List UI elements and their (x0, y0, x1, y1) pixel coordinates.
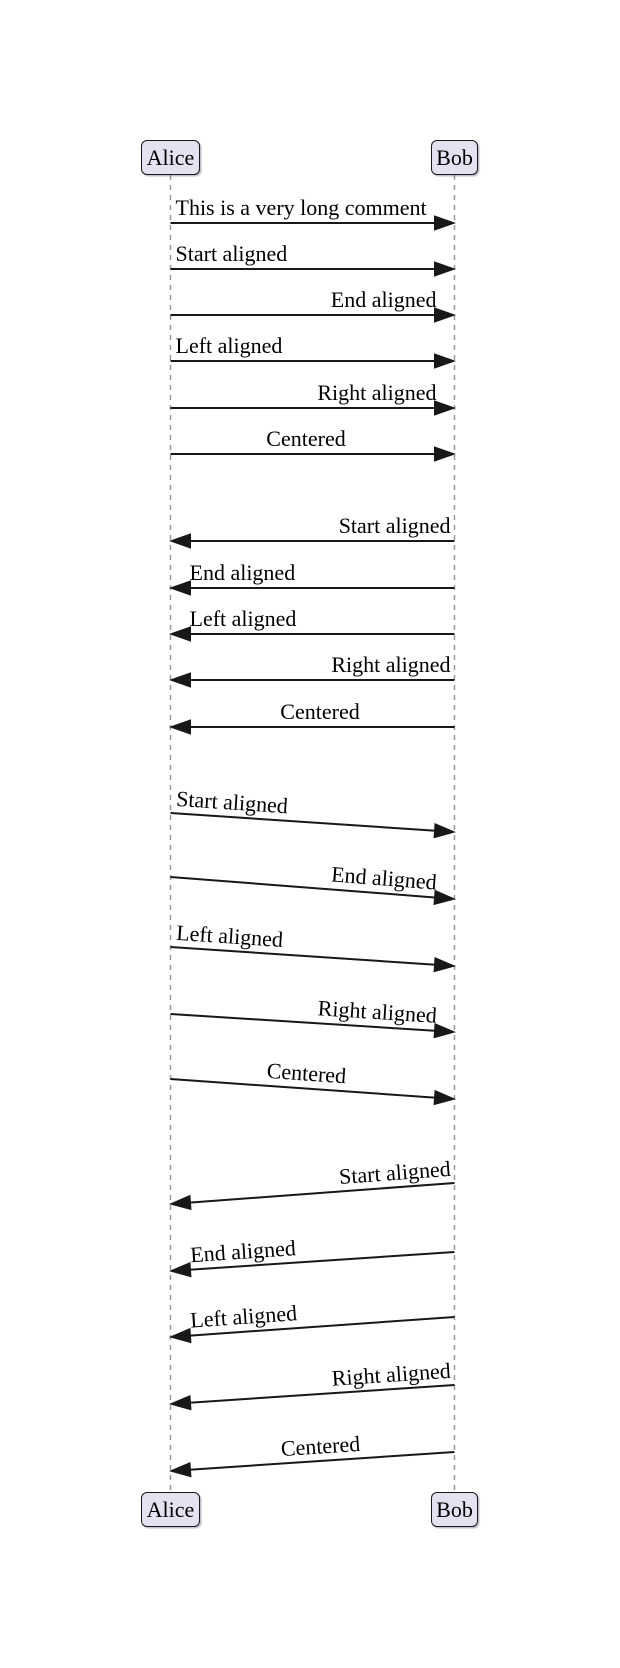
message-label: Left aligned (188, 1300, 298, 1333)
message-label: End aligned (330, 287, 437, 312)
message-label: Right aligned (316, 995, 438, 1028)
message-label: Right aligned (330, 1357, 451, 1391)
message-label: Right aligned (317, 380, 437, 405)
participant-bob-bottom: Bob (431, 1492, 478, 1527)
message-label: Start aligned (175, 785, 289, 818)
message-label: Centered (280, 699, 360, 724)
message-label: Centered (266, 426, 346, 451)
message-label: Left aligned (189, 606, 297, 631)
message-label: End aligned (329, 861, 438, 895)
message-label: Left aligned (175, 919, 284, 952)
message-label: Start aligned (338, 513, 451, 538)
message-label: Centered (265, 1057, 347, 1089)
participant-bob-top: Bob (431, 140, 478, 175)
participant-alice-bottom: Alice (141, 1492, 200, 1527)
participant-alice-top: Alice (141, 140, 200, 175)
message-label: End aligned (189, 560, 296, 585)
message-label: Start aligned (175, 241, 288, 266)
message-label: Left aligned (175, 333, 283, 358)
message-label: Centered (279, 1430, 361, 1461)
message-label: This is a very long comment (175, 195, 427, 220)
message-label: End aligned (188, 1234, 297, 1267)
message-label: Right aligned (331, 652, 451, 677)
message-label: Start aligned (337, 1155, 452, 1189)
